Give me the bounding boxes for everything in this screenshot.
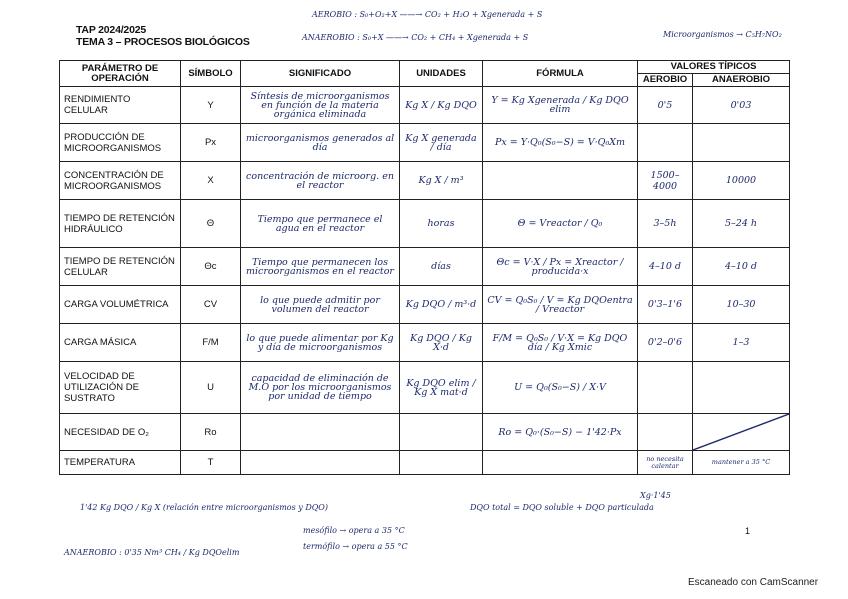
row-param: RENDIMIENTO CELULAR bbox=[60, 87, 181, 124]
note-aerobio-reaction: AEROBIO : S₀+O₂+X ——→ CO₂ + H₂O + Xgenerada + S bbox=[312, 10, 543, 19]
row-param: TIEMPO DE RETENCIÓN CELULAR bbox=[60, 248, 181, 286]
row-formula: Px = Y·Q₀(S₀−S) = V·Q₀Xm bbox=[483, 124, 638, 162]
row-meaning: Tiempo que permanece el agua en el reactor bbox=[241, 200, 400, 248]
header-anaerobio: ANAEROBIO bbox=[693, 74, 790, 87]
scanner-watermark: Escaneado con CamScanner bbox=[688, 577, 819, 588]
row-aerobio bbox=[638, 124, 693, 162]
row-symbol: Θ bbox=[181, 200, 241, 248]
table-header-row bbox=[60, 61, 790, 74]
table-row bbox=[60, 324, 790, 362]
row-aerobio: 0'2–0'6 bbox=[638, 324, 693, 362]
header-param: PARÁMETRO DE OPERACIÓN bbox=[60, 61, 181, 87]
row-param: CARGA MÁSICA bbox=[60, 324, 181, 362]
row-meaning: capacidad de eliminación de M.O por los microorganismos por unidad de tiempo bbox=[241, 362, 400, 414]
row-units: días bbox=[400, 248, 483, 286]
row-param: NECESIDAD DE O₂ bbox=[60, 414, 181, 451]
row-symbol: F/M bbox=[181, 324, 241, 362]
row-meaning: Tiempo que permanecen los microorganismos en el reactor bbox=[241, 248, 400, 286]
header-units: UNIDADES bbox=[400, 61, 483, 87]
row-aerobio: 1500–4000 bbox=[638, 162, 693, 200]
process-parameters-table bbox=[59, 60, 790, 475]
row-units: Kg X / m³ bbox=[400, 162, 483, 200]
row-anaerobio: 10–30 bbox=[693, 286, 790, 324]
header-meaning: SIGNIFICADO bbox=[241, 61, 400, 87]
note-thermophile: termófilo → opera a 55 °C bbox=[303, 542, 408, 551]
table-row bbox=[60, 451, 790, 475]
row-param: PRODUCCIÓN DE MICROORGANISMOS bbox=[60, 124, 181, 162]
row-symbol: Y bbox=[181, 87, 241, 124]
row-symbol: Px bbox=[181, 124, 241, 162]
table-row bbox=[60, 248, 790, 286]
row-symbol: X bbox=[181, 162, 241, 200]
table-row bbox=[60, 200, 790, 248]
row-symbol: CV bbox=[181, 286, 241, 324]
row-anaerobio bbox=[693, 362, 790, 414]
note-anaerobio-methane: ANAEROBIO : 0'35 Nm³ CH₄ / Kg DQOelim bbox=[64, 548, 240, 557]
table-row bbox=[60, 162, 790, 200]
table-row bbox=[60, 124, 790, 162]
row-formula: Y = Kg Xgenerada / Kg DQO elim bbox=[483, 87, 638, 124]
row-meaning: concentración de microorg. en el reactor bbox=[241, 162, 400, 200]
row-formula: Ro = Q₀·(S₀−S) − 1'42·Px bbox=[483, 414, 638, 451]
course-title: TAP 2024/2025 bbox=[76, 24, 146, 36]
table-row bbox=[60, 87, 790, 124]
note-mesophile: mesófilo → opera a 35 °C bbox=[303, 526, 405, 535]
row-anaerobio: 1–3 bbox=[693, 324, 790, 362]
row-meaning bbox=[241, 451, 400, 475]
row-meaning: lo que puede admitir por volumen del reactor bbox=[241, 286, 400, 324]
row-anaerobio: 4–10 d bbox=[693, 248, 790, 286]
row-symbol: Θc bbox=[181, 248, 241, 286]
row-formula: CV = Q₀S₀ / V = Kg DQOentra / Vreactor bbox=[483, 286, 638, 324]
row-anaerobio bbox=[693, 124, 790, 162]
table-row bbox=[60, 286, 790, 324]
note-microorganisms-formula: Microorganismos → C₅H₇NO₂ bbox=[663, 30, 782, 39]
row-formula: Θc = V·X / Px = Xreactor / producida·x bbox=[483, 248, 638, 286]
row-units bbox=[400, 451, 483, 475]
row-anaerobio: 10000 bbox=[693, 162, 790, 200]
row-symbol: Ro bbox=[181, 414, 241, 451]
table-row bbox=[60, 414, 790, 451]
row-units: Kg DQO / m³·d bbox=[400, 286, 483, 324]
row-units: horas bbox=[400, 200, 483, 248]
page-number: 1 bbox=[745, 526, 751, 536]
row-aerobio: 4–10 d bbox=[638, 248, 693, 286]
row-units: Kg X generada / día bbox=[400, 124, 483, 162]
note-dqo-total: DQO total = DQO soluble + DQO particulada bbox=[470, 503, 654, 512]
row-symbol: U bbox=[181, 362, 241, 414]
row-param: TEMPERATURA bbox=[60, 451, 181, 475]
row-units bbox=[400, 414, 483, 451]
row-meaning bbox=[241, 414, 400, 451]
note-xg-factor: Xg·1'45 bbox=[640, 491, 671, 500]
row-aerobio: no necesita calentar bbox=[638, 451, 693, 475]
row-param: CARGA VOLUMÉTRICA bbox=[60, 286, 181, 324]
header-typical-values: VALORES TÍPICOS bbox=[638, 61, 790, 74]
row-units: Kg DQO elim / Kg X mat·d bbox=[400, 362, 483, 414]
row-anaerobio: 5–24 h bbox=[693, 200, 790, 248]
row-aerobio bbox=[638, 362, 693, 414]
row-units: Kg X / Kg DQO bbox=[400, 87, 483, 124]
row-param: TIEMPO DE RETENCIÓN HIDRÁULICO bbox=[60, 200, 181, 248]
row-formula: F/M = Q₀S₀ / V·X = Kg DQO día / Kg Xmic bbox=[483, 324, 638, 362]
topic-title: TEMA 3 – PROCESOS BIOLÓGICOS bbox=[76, 36, 250, 48]
header-symbol: SÍMBOLO bbox=[181, 61, 241, 87]
row-meaning: microorganismos generados al día bbox=[241, 124, 400, 162]
row-aerobio bbox=[638, 414, 693, 451]
row-formula: U = Q₀(S₀−S) / X·V bbox=[483, 362, 638, 414]
row-symbol: T bbox=[181, 451, 241, 475]
row-anaerobio: mantener a 35 °C bbox=[693, 451, 790, 475]
note-anaerobio-reaction: ANAEROBIO : S₀+X ——→ CO₂ + CH₄ + Xgenerada + S bbox=[302, 33, 529, 42]
row-meaning: Síntesis de microorganismos en función de la materia orgánica eliminada bbox=[241, 87, 400, 124]
row-param: CONCENTRACIÓN DE MICROORGANISMOS bbox=[60, 162, 181, 200]
header-formula: FÓRMULA bbox=[483, 61, 638, 87]
row-anaerobio-diagonal bbox=[693, 414, 790, 451]
table-row bbox=[60, 362, 790, 414]
row-meaning: lo que puede alimentar por Kg y día de microorganismos bbox=[241, 324, 400, 362]
note-oxygen-ratio: 1'42 Kg DQO / Kg X (relación entre microorganismos y DQO) bbox=[80, 503, 328, 512]
row-aerobio: 0'3–1'6 bbox=[638, 286, 693, 324]
row-anaerobio: 0'03 bbox=[693, 87, 790, 124]
row-param: VELOCIDAD DE UTILIZACIÓN DE SUSTRATO bbox=[60, 362, 181, 414]
row-formula: Θ = Vreactor / Q₀ bbox=[483, 200, 638, 248]
row-aerobio: 3–5h bbox=[638, 200, 693, 248]
row-units: Kg DQO / Kg X·d bbox=[400, 324, 483, 362]
row-formula bbox=[483, 162, 638, 200]
diagonal-strike-icon bbox=[693, 414, 789, 450]
header-aerobio: AEROBIO bbox=[638, 74, 693, 87]
row-formula bbox=[483, 451, 638, 475]
row-aerobio: 0'5 bbox=[638, 87, 693, 124]
